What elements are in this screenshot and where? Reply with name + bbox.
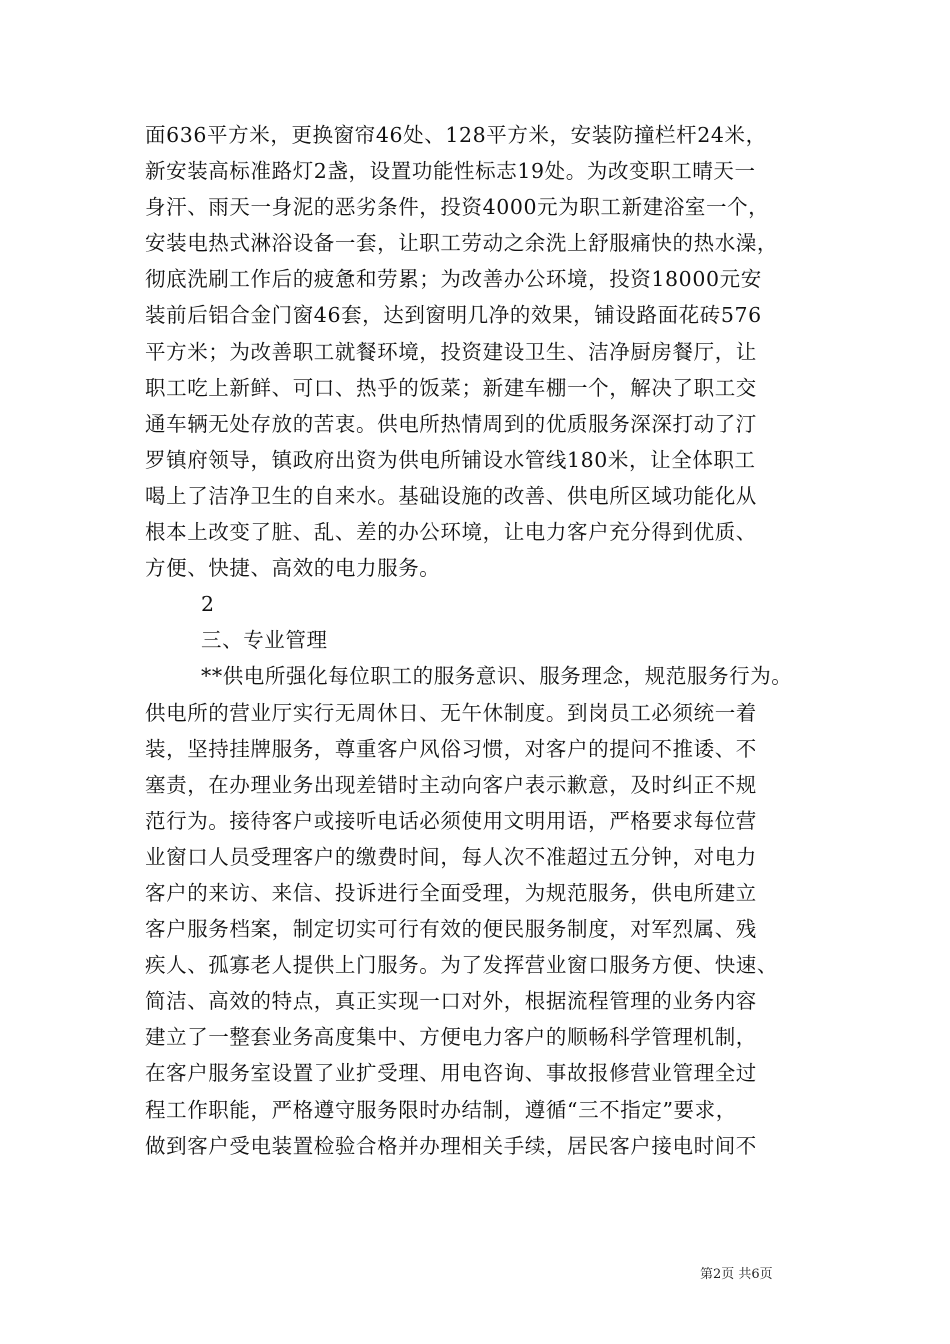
text-line: 简洁、高效的特点，真正实现一口对外，根据流程管理的业务内容 xyxy=(145,989,757,1014)
text-line: 供电所的营业厅实行无周休日、无午休制度。到岗员工必须统一着 xyxy=(145,700,757,725)
text-line: 彻底洗刷工作后的疲惫和劳累；为改善办公环境，投资18000元安 xyxy=(145,267,762,292)
text-line: 面636平方米，更换窗帘46处、128平方米，安装防撞栏杆24米， xyxy=(145,123,767,147)
page-footer: 第2页 共6页 xyxy=(700,1267,773,1282)
text-line: 根本上改变了脏、乱、差的办公环境，让电力客户充分得到优质、 xyxy=(145,520,757,545)
text-line: 程工作职能，严格遵守服务限时办结制，遵循“三不指定”要求， xyxy=(145,1097,737,1122)
text-line: 罗镇府领导，镇政府出资为供电所铺设水管线180米，让全体职工 xyxy=(145,447,756,472)
section-heading: 三、专业管理 xyxy=(201,628,328,653)
text-line: 范行为。接待客户或接听电话必须使用文明用语，严格要求每位营 xyxy=(145,808,757,833)
text-line: 通车辆无处存放的苦衷。供电所热情周到的优质服务深深打动了汀 xyxy=(145,411,757,436)
document-body xyxy=(145,117,845,1164)
text-line: 客户的来访、来信、投诉进行全面受理，为规范服务，供电所建立 xyxy=(145,880,757,905)
page-marker: 2 xyxy=(201,592,215,617)
text-line: 平方米；为改善职工就餐环境，投资建设卫生、洁净厨房餐厅，让 xyxy=(145,339,757,364)
text-line: 塞责，在办理业务出现差错时主动向客户表示歉意，及时纠正不规 xyxy=(145,772,757,797)
text-line: 装前后铝合金门窗46套，达到窗明几净的效果，铺设路面花砖576 xyxy=(145,303,762,328)
text-line: 装，坚持挂牌服务，尊重客户风俗习惯，对客户的提问不推诿、不 xyxy=(145,736,757,761)
text-line: 新安装高标准路灯2盏，设置功能性标志19处。为改变职工晴天一 xyxy=(145,159,756,184)
text-line: 喝上了洁净卫生的自来水。基础设施的改善、供电所区域功能化从 xyxy=(145,483,757,508)
text-line: 业窗口人员受理客户的缴费时间，每人次不准超过五分钟，对电力 xyxy=(145,844,757,869)
text-line: 身汗、雨天一身泥的恶劣条件，投资4000元为职工新建浴室一个， xyxy=(145,195,770,220)
text-line: 客户服务档案，制定切实可行有效的便民服务制度，对军烈属、残 xyxy=(145,917,757,942)
text-line: 方便、快捷、高效的电力服务。 xyxy=(145,556,441,581)
text-line: **供电所强化每位职工的服务意识、服务理念，规范服务行为。 xyxy=(201,664,793,689)
text-line: 建立了一整套业务高度集中、方便电力客户的顺畅科学管理机制， xyxy=(145,1025,757,1050)
text-line: 在客户服务室设置了业扩受理、用电咨询、事故报修营业管理全过 xyxy=(145,1061,757,1086)
text-line: 安装电热式淋浴设备一套，让职工劳动之余洗上舒服痛快的热水澡， xyxy=(145,231,778,256)
text-line: 职工吃上新鲜、可口、热乎的饭菜；新建车棚一个，解决了职工交 xyxy=(145,375,757,400)
text-line: 疾人、孤寡老人提供上门服务。为了发挥营业窗口服务方便、快速、 xyxy=(145,953,778,978)
text-line: 做到客户受电装置检验合格并办理相关手续，居民客户接电时间不 xyxy=(145,1133,757,1158)
